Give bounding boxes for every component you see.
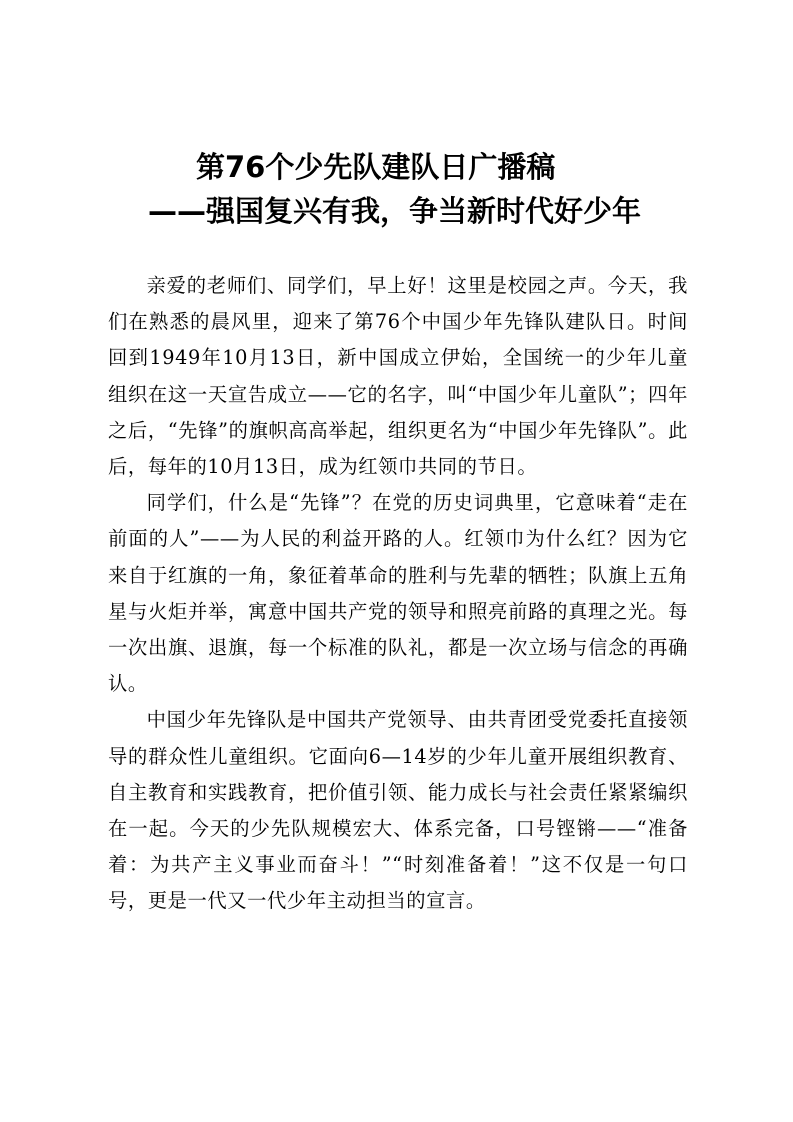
paragraph-1: 亲爱的老师们、同学们，早上好！这里是校园之声。今天，我们在熟悉的晨风里，迎来了第76个中国少年先锋队建队日。时间回到1949年10月13日，新中国成立伊始，全国统一的少年儿童组织在这一天宣告成立——它的名字，叫“中国少年儿童队”；四年之后，“先锋”的旗帜高高举起，组织更名为“中国少年先锋队”。此后，每年的10月13日，成为红领巾共同的节日。 bbox=[108, 274, 688, 479]
page-subtitle: ——强国复兴有我，争当新时代好少年 bbox=[148, 194, 642, 228]
paragraph-3: 中国少年先锋队是中国共产党领导、由共青团受党委托直接领导的群众性儿童组织。它面向6—14岁的少年儿童开展组织教育、自主教育和实践教育，把价值引领、能力成长与社会责任紧紧编织在一起。今天的少先队规模宏大、体系完备，口号铿锵——“准备着：为共产主义事业而奋斗！”“时刻准备着！”这不仅是一句口号，更是一代又一代少年主动担当的宣言。 bbox=[108, 708, 688, 913]
page-title: 第76个少先队建队日广播稿 bbox=[196, 150, 556, 184]
title-block bbox=[0, 145, 793, 233]
paragraph-2: 同学们，什么是“先锋”？在党的历史词典里，它意味着“走在前面的人”——为人民的利益开路的人。红领巾为什么红？因为它来自于红旗的一角，象征着革命的胜利与先辈的牺牲；队旗上五角星与火炬并举，寓意中国共产党的领导和照亮前路的真理之光。每一次出旗、退旗，每一个标准的队礼，都是一次立场与信念的再确认。 bbox=[108, 491, 688, 696]
body-text bbox=[108, 268, 688, 920]
